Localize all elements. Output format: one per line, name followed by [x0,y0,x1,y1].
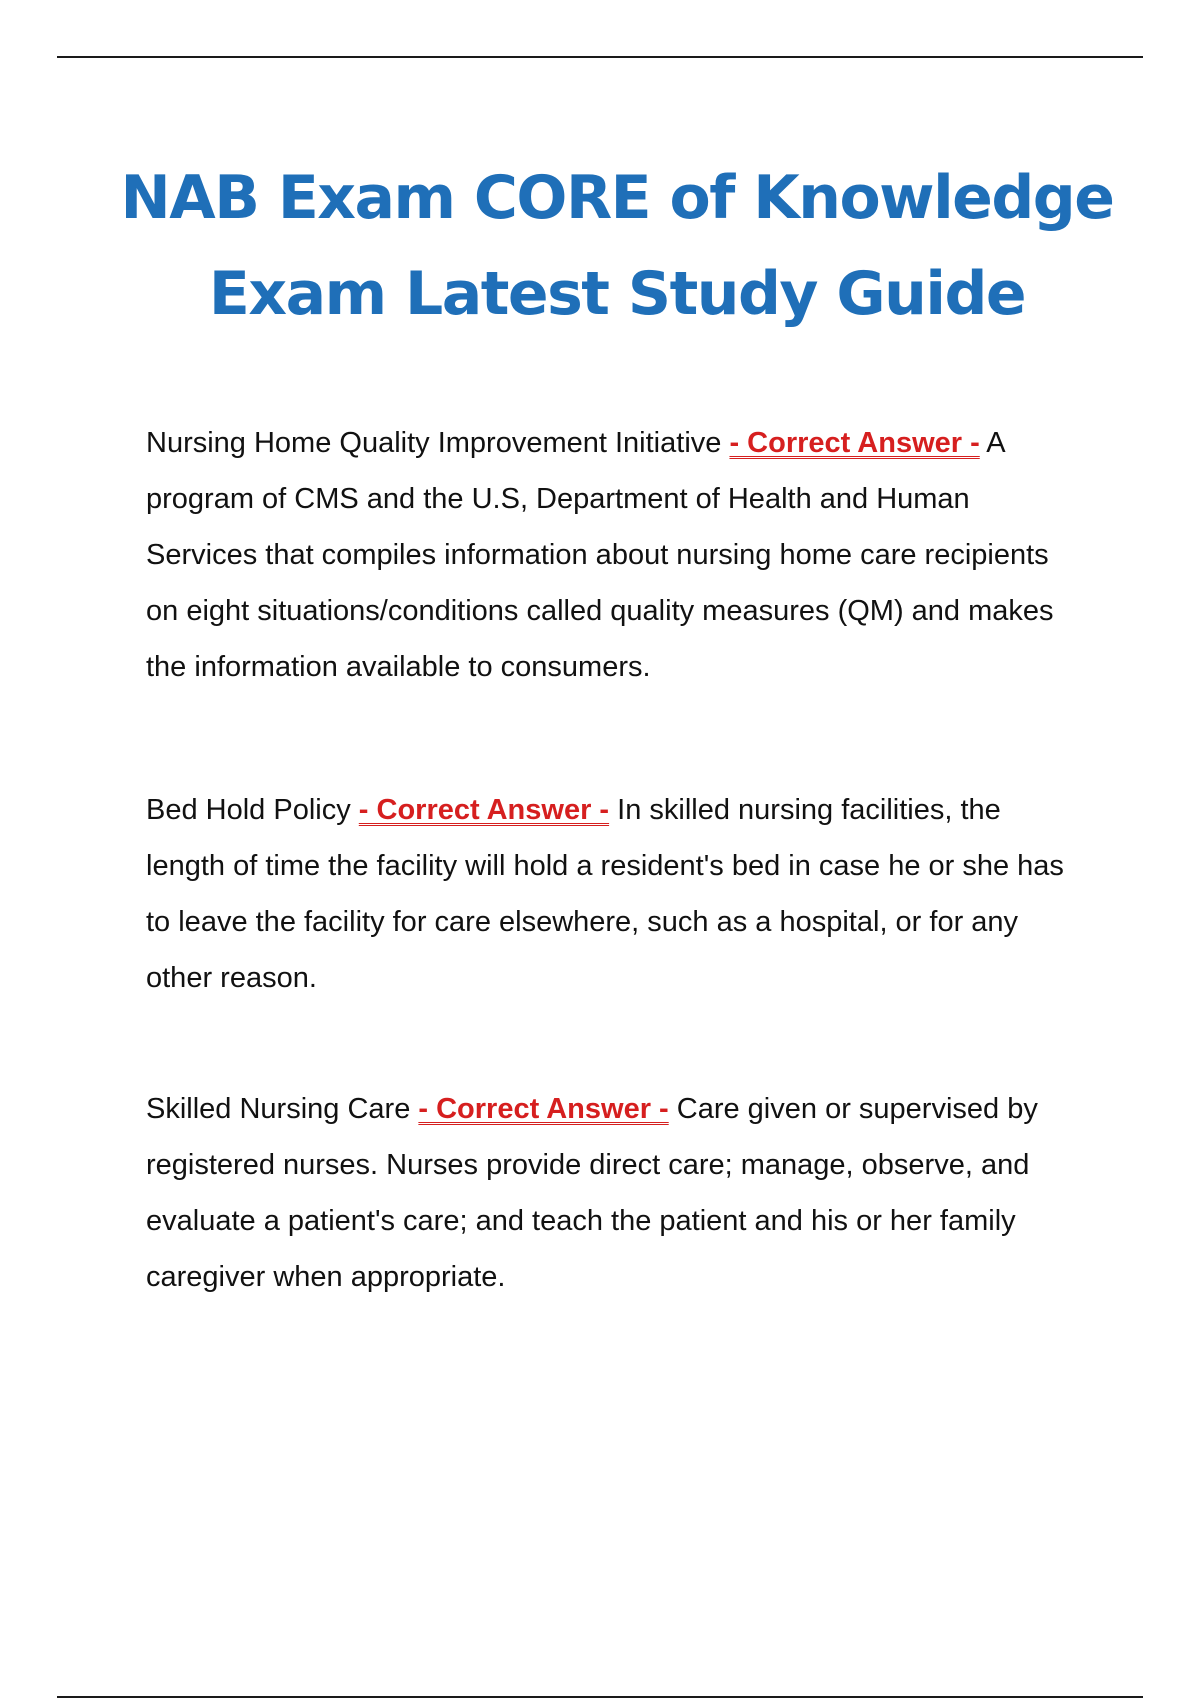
correct-answer-marker: - Correct Answer - [729,427,980,459]
study-entry [146,782,1086,1006]
entry-definition: Care given or supervised by registered nurses. Nurses provide direct care; manage, observe, and evaluate a patient's care; and teach the patient and his or her family caregiver when appropriate. [146,1093,1038,1293]
correct-answer-marker: - Correct Answer - [418,1093,669,1125]
bottom-rule [57,1696,1143,1698]
study-guide-entries [146,415,1086,1305]
entry-term: Bed Hold Policy [146,794,351,826]
page-title-line-2: Exam Latest Study Guide [208,259,1026,329]
entry-definition: In skilled nursing facilities, the length of time the facility will hold a resident's bed in case he or she has to leave the facility for care elsewhere, such as a hospital, or for any other reason. [146,794,1064,994]
entry-term: Skilled Nursing Care [146,1093,411,1125]
entry-term: Nursing Home Quality Improvement Initiative [146,427,722,459]
page-title [0,150,1200,342]
correct-answer-marker: - Correct Answer - [358,794,610,826]
top-rule [57,56,1143,58]
study-entry [146,1081,1086,1305]
study-entry [146,415,1086,695]
entry-definition: A program of CMS and the U.S, Department of Health and Human Services that compiles information about nursing home care recipients on eight situations/conditions called quality measures (QM) and makes the information available to consumers. [146,427,1054,683]
page-title-line-1: NAB Exam CORE of Knowledge [120,163,1114,233]
